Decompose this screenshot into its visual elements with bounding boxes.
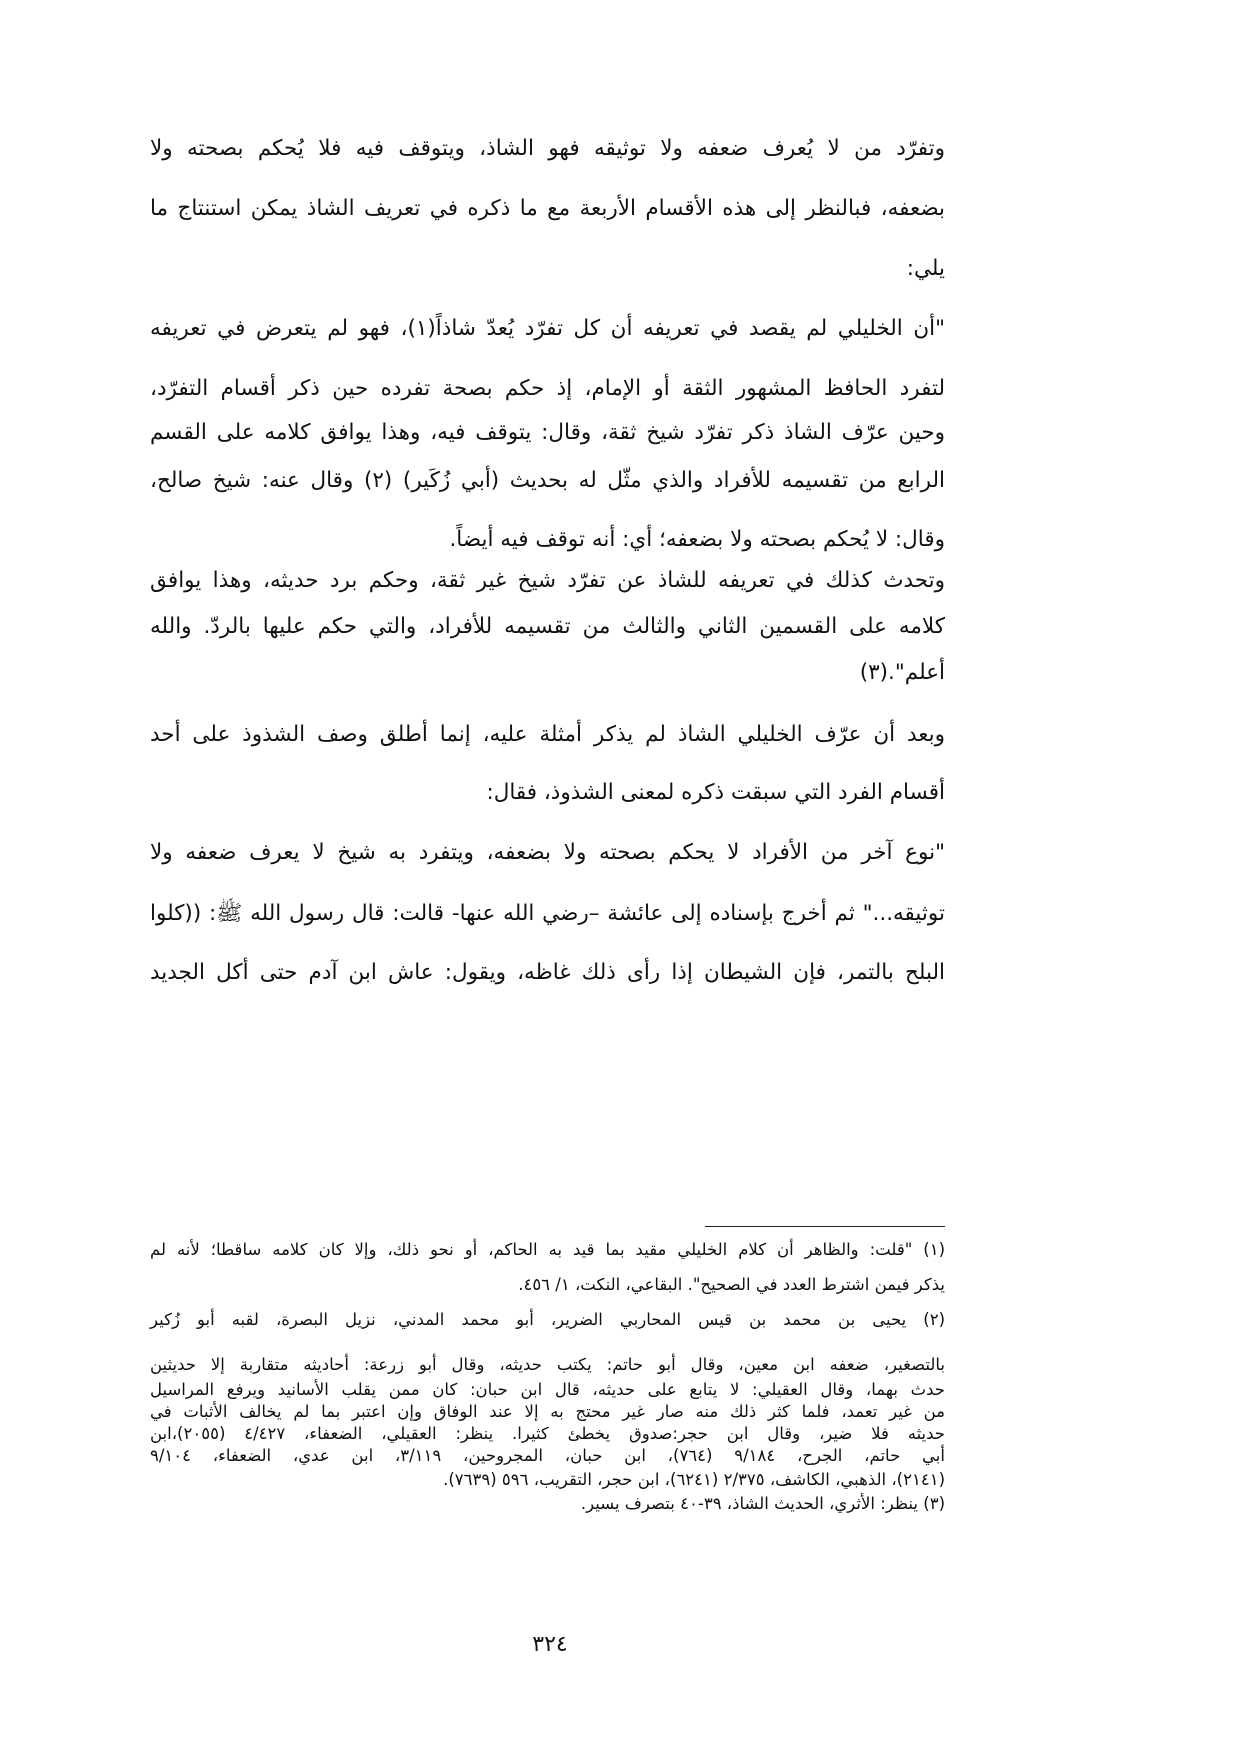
footnote-line: بالتصغير، ضعفه ابن معين، وقال أبو حاتم: يكتب حديثه، وقال أبو زرعة: أحاديثه متقاربة إلا حديثين bbox=[150, 1355, 945, 1374]
footnote-line: حديثه فلا ضير، وقال ابن حجر:صدوق يخطئ كثيرا. ينظر: العقيلي، الضعفاء، ٤/٤٢٧ (٢٠٥٥)،ابن bbox=[150, 1424, 946, 1443]
footnote-line: حدث بهما، وقال العقيلي: لا يتابع على حديثه، قال ابن حبان: كان ممن يقلب الأسانيد ويرفع المراسيل bbox=[150, 1380, 945, 1399]
footnote-separator bbox=[705, 1226, 945, 1227]
body-line: وتحدث كذلك في تعريفه للشاذ عن تفرّد شيخ غير ثقة، وحكم برد حديثه، وهذا يوافق bbox=[150, 568, 945, 593]
page-number: ٣٢٤ bbox=[532, 1632, 568, 1657]
body-line: توثيقه..." ثم أخرج بإسناده إلى عائشة –رضي الله عنها- قالت: قال رسول الله ﷺ: ((كلوا bbox=[150, 901, 945, 926]
footnote-line: يذكر فيمن اشترط العدد في الصحيح". البقاعي، النكت، ١/ ٤٥٦. bbox=[518, 1275, 945, 1294]
footnote-line: (٢) يحيى بن محمد بن قيس المحاربي الضرير، أبو محمد المدني، نزيل البصرة، لقبه أبو زُكير bbox=[150, 1310, 945, 1329]
body-line: وحين عرّف الشاذ ذكر تفرّد شيخ ثقة، وقال: يتوقف فيه، وهذا يوافق كلامه على القسم bbox=[150, 420, 945, 445]
footnote-line: (٣) ينظر: الأثري، الحديث الشاذ، ٣٩-٤٠ بتصرف يسير. bbox=[580, 1494, 945, 1513]
body-line: وتفرّد من لا يُعرف ضعفه ولا توثيقه فهو الشاذ، ويتوقف فيه فلا يُحكم بصحته ولا bbox=[150, 136, 945, 161]
body-line: وقال: لا يُحكم بصحته ولا بضعفه؛ أي: أنه توقف فيه أيضاً. bbox=[449, 527, 945, 552]
body-line: لتفرد الحافظ المشهور الثقة أو الإمام، إذ حكم بصحة تفرده حين ذكر أقسام التفرّد، bbox=[150, 376, 945, 401]
body-line: الرابع من تقسيمه للأفراد والذي مثّل له بحديث (أبي زُكَير) (٢) وقال عنه: شيخ صالح، bbox=[150, 468, 946, 493]
body-line: وبعد أن عرّف الخليلي الشاذ لم يذكر أمثلة عليه، إنما أطلق وصف الشذوذ على أحد bbox=[150, 722, 945, 747]
body-line: البلح بالتمر، فإن الشيطان إذا رأى ذلك غاظه، ويقول: عاش ابن آدم حتى أكل الجديد bbox=[150, 960, 945, 985]
body-line: أعلم".(٣) bbox=[859, 660, 945, 685]
body-line: "نوع آخر من الأفراد لا يحكم بصحته ولا بضعفه، ويتفرد به شيخ لا يعرف ضعفه ولا bbox=[150, 840, 945, 865]
body-line: "أن الخليلي لم يقصد في تعريفه أن كل تفرّد يُعدّ شاذاً(١)، فهو لم يتعرض في تعريفه bbox=[150, 316, 945, 341]
footnote-line: من غير تعمد، فلما كثر ذلك منه صار غير محتج به إلا عند الوفاق وإن اعتبر بما لم يخالف الأثبات في bbox=[150, 1402, 945, 1421]
body-line: بضعفه، فبالنظر إلى هذه الأقسام الأربعة مع ما ذكره في تعريف الشاذ يمكن استنتاج ما bbox=[150, 196, 945, 221]
footnote-line: (١) "قلت: والظاهر أن كلام الخليلي مقيد بما قيد به الحاكم، أو نحو ذلك، وإلا كان كلامه ساقطا؛ لأنه لم bbox=[150, 1240, 945, 1259]
body-line: يلي: bbox=[906, 256, 945, 281]
body-line: أقسام الفرد التي سبقت ذكره لمعنى الشذوذ، فقال: bbox=[486, 780, 945, 805]
footnote-line: (٢١٤١)، الذهبي، الكاشف، ٢/٣٧٥ (٦٢٤١)، ابن حجر، التقريب، ٥٩٦ (٧٦٣٩). bbox=[443, 1470, 945, 1489]
body-line: كلامه على القسمين الثاني والثالث من تقسيمه للأفراد، والتي حكم عليها بالردّ. والله bbox=[150, 614, 945, 639]
footnote-line: أبي حاتم، الجرح، ٩/١٨٤ (٧٦٤)، ابن حبان، المجروحين، ٣/١١٩، ابن عدي، الضعفاء، ٩/١٠٤ bbox=[150, 1446, 945, 1465]
